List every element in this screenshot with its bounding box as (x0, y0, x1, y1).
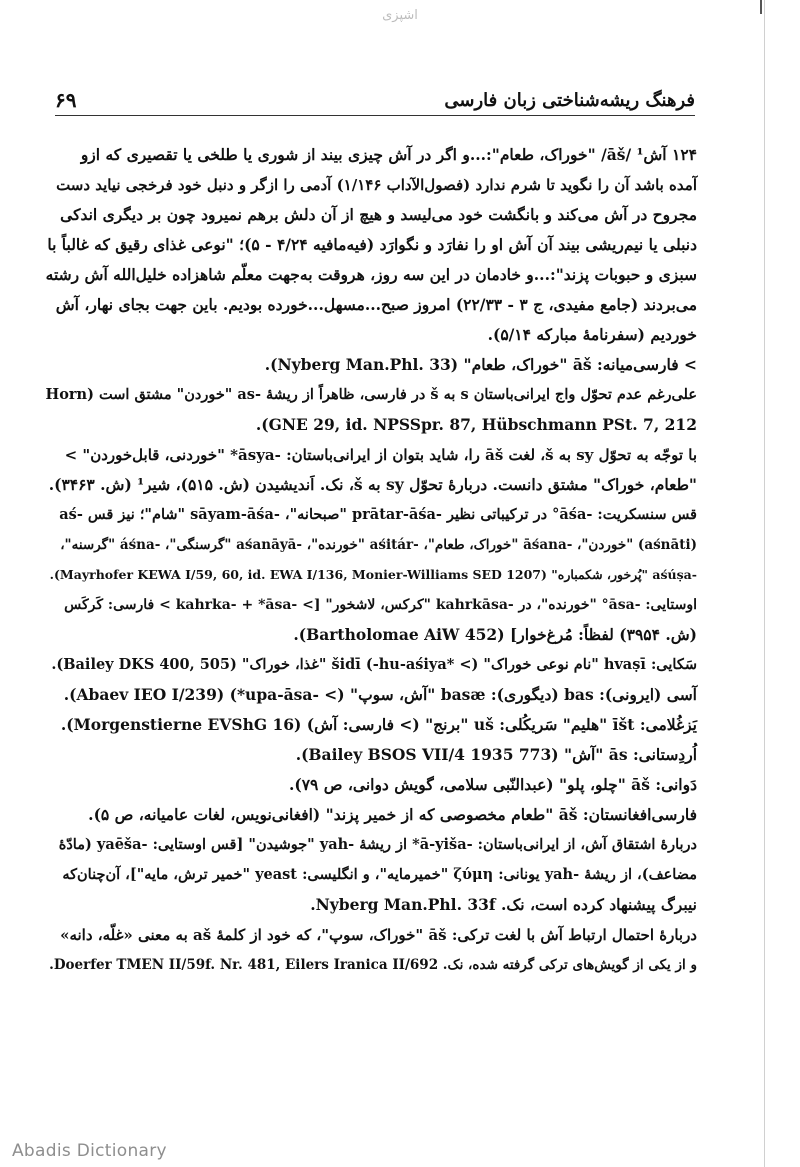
text-line: نیبرگ پیشنهاد کرده است، نک. Nyberg Man.Phl. 33f. (310, 895, 697, 914)
text-line: آمده باشد آن را نگوید تا شرم ندارد (فصول‌الآداب ۱/۱۴۶) آدمی را ازگر و دنبل خود فرخجی نیاید دست (56, 176, 697, 194)
text-line: مضاعف)، از ریشهٔ -yah یونانی: ζύμη "خمیرمایه"، و انگلیسی: yeast "خمیر ترش، مایه"]، آن‌چنان‌که (62, 866, 697, 883)
watermark-logo: Abadis Dictionary (12, 1141, 167, 1161)
text-line: دربارهٔ احتمال ارتباط آش با لغت ترکی: āš "خوراک، سوپ"، که خود از کلمهٔ aš به معنی «غلّه، دانه» (60, 926, 697, 944)
text-line: سَکایی: hvaṣī "نام نوعی خوراک" (> *hu-aśiya-) šidī "غذا، خوراک" (Bailey DKS 400, 505). (51, 656, 697, 673)
text-line: "طعام، خوراک" مشتق دانست. دربارهٔ تحوّل sy به š، نک. اَندیشیدن (ش. ۵۱۵)، شیر¹ (ش. ۳۴۶۳). (48, 475, 697, 494)
text-line: دَوانی: āš "چلو، پلو" (عبدالنّبی سلامی، گویش دوانی، ص ۷۹). (288, 775, 697, 794)
text-line: علی‌رغم عدم تحوّل واج ایرانی‌باستان s به š در فارسی، ظاهراً از ریشهٔ -as "خوردن" مشتق است (Horn (45, 386, 697, 403)
entry-body (45, 140, 697, 980)
text-line: می‌بردند (جامع مفیدی، ج ۳ - ۲۲/۳۳) امروز صبح...مسهل...خورده بودیم. باین جهت بجای نهار، آش (55, 295, 697, 314)
text-line: اوستایی: -āsa° "خورنده"، در -kahrkāsa "کرکس، لاشخور" [> -kahrka- + *āsa > فارسی: کَرکَس (64, 597, 697, 613)
text-line: یَزغُلامی: īšt "هلیم" سَریکُلی: uš "برنج" (> فارسی: آش) (Morgenstierne EVShG 16). (60, 715, 697, 734)
text-line: خوردیم (سفرنامهٔ مبارکه ۵/۱۴). (487, 325, 697, 344)
text-line: GNE 29, id. NPSSpr. 87, Hübschmann PSt. 7, 212). (255, 415, 697, 434)
text-line: > فارسی‌میانه: āš "خوراک، طعام" (Nyberg Man.Phl. 33). (264, 355, 697, 374)
page-number: ۶۹ (55, 88, 77, 112)
page-edge-mark (760, 0, 767, 14)
text-line: سبزی و حبوبات پزند":...و خادمان در این سه روز، هروقت به‌جهت معلّم شاهزاده خلیل‌الله آش رشته (45, 265, 697, 284)
text-line: و از یکی از گویش‌های ترکی گرفته شده، نک. Doerfer TMEN II/59f. Nr. 481, Eilers Iranica II/692. (49, 957, 697, 973)
text-line: قس سنسکریت: -āśa° در ترکیباتی نظیر -prātar-āśa "صبحانه"، -sāyam-āśa "شام"؛ نیز قس -aś (59, 506, 697, 523)
text-line: با توجّه به تحوّل sy به š، لغت āš را، شاید بتوان از ایرانی‌باستان: -āsya* "خوردنی، قابل‌خوردن" > (64, 446, 697, 464)
text-line: (ش. ۳۹۵۴) لفظاً: مُرغ‌خوار] (Bartholomae AiW 452). (293, 625, 697, 644)
page-edge-line (764, 0, 765, 1167)
text-line: اُردِستانی: ās "آش" (Bailey BSOS VII/4 1935 773). (295, 745, 697, 764)
running-title: فرهنگ ریشه‌شناختی زبان فارسی (444, 90, 695, 111)
text-line: (aśnāti) "خوردن"، -āśana "خوراک، طعام"، -aśitár "خورنده"، -aśanāyā "گرسنگی"، -áśna "گرسنه"، (60, 537, 697, 553)
page-header (55, 82, 695, 112)
text-line: مجروح در آش می‌کند و بانگشت خود می‌لیسد و هیچ از آن دلش برهم نمیرود چون بر دیگری اندکی (60, 205, 697, 224)
text-line: دربارهٔ اشتقاق آش، از ایرانی‌باستان: -ā-yiša* از ریشهٔ -yah "جوشیدن" [قس اوستایی: -yaēša (مادّهٔ (58, 836, 697, 853)
text-line: دنبلی یا نیم‌ریشی بیند آن آش او را نفارَد و نگوارَد (فیه‌مافیه ۴/۲۴ - ۵)؛ "نوعی غذای رقیق که غالباً با (47, 235, 697, 254)
text-line: ۱۲۴ آش¹ /āš/ "خوراک، طعام":...و اگر در آش چیزی بیند از شوری یا طلخی یا تقصیری که ازو (80, 145, 697, 164)
text-line: -aśúṣa "پُرخور، شکمباره" (Mayrhofer KEWA I/59, 60, id. EWA I/136, Monier-Williams SED 1207). (49, 567, 697, 582)
chapter-label: اشپزی (382, 8, 418, 23)
text-line: آسی (ایرونی): bas (دیگوری): basæ "آش، سوپ" (> -upa-āsa*) (Abaev IEO I/239). (63, 685, 697, 704)
header-rule (55, 115, 695, 116)
text-line: فارسی‌افغانستان: āš "طعام مخصوصی که از خمیر پزند" (افغانی‌نویس، لغات عامیانه، ص ۵). (88, 805, 697, 824)
